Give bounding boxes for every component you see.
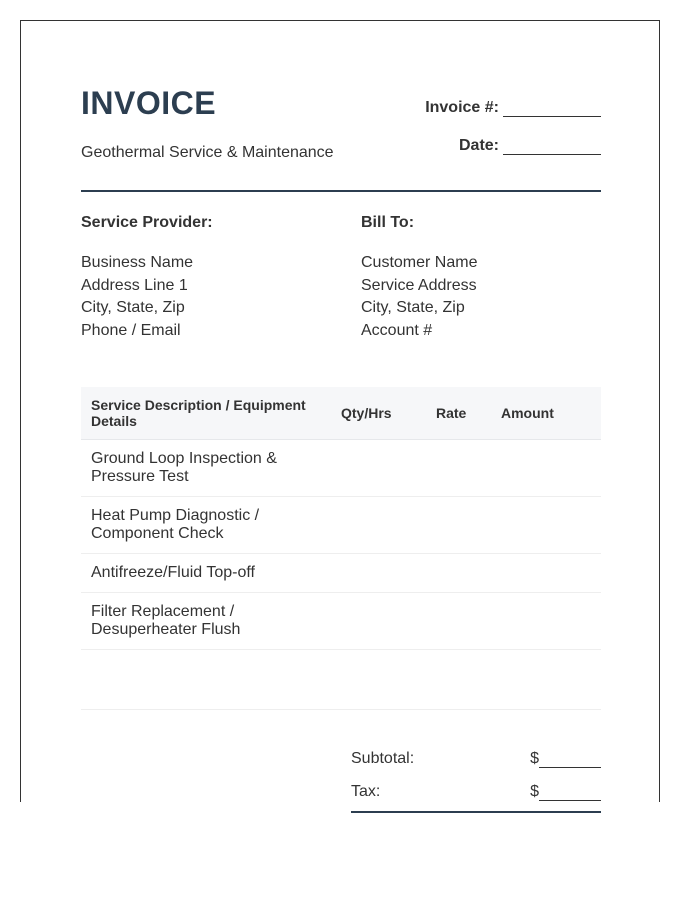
invoice-page — [20, 20, 660, 802]
tax-currency: $ — [530, 783, 539, 800]
billto-city-state-zip: City, State, Zip — [361, 299, 465, 316]
invoice-title: INVOICE — [81, 85, 217, 121]
tax-amount — [530, 783, 601, 801]
invoice-number-blank[interactable] — [503, 100, 601, 117]
column-header-amount: Amount — [501, 405, 554, 421]
billto-account-number: Account # — [361, 321, 433, 339]
table-empty-row — [81, 650, 601, 710]
provider-phone-email: Phone / Email — [81, 321, 181, 339]
provider-city-state-zip: City, State, Zip — [81, 299, 185, 316]
row-description: Ground Loop Inspection & Pressure Test — [91, 450, 277, 485]
invoice-date-label: Date: — [458, 137, 499, 154]
service-provider-heading: Service Provider: — [81, 214, 213, 231]
column-header-qty: Qty/Hrs — [341, 405, 392, 421]
invoice-number-field — [425, 99, 601, 117]
subtotal-amount — [530, 750, 601, 768]
provider-business-name: Business Name — [81, 254, 194, 271]
invoice-number-label: Invoice #: — [425, 99, 499, 116]
subtotal-blank[interactable] — [539, 751, 601, 768]
invoice-subtitle: Geothermal Service & Maintenance — [81, 144, 334, 161]
bill-to-heading: Bill To: — [361, 214, 415, 231]
tax-label: Tax: — [351, 783, 381, 800]
service-table — [81, 387, 601, 710]
row-description: Filter Replacement / Desuperheater Flush — [91, 603, 241, 638]
totals-block — [351, 735, 601, 813]
column-header-rate: Rate — [436, 405, 467, 421]
table-row — [81, 497, 601, 554]
bill-to-block — [361, 214, 611, 342]
row-description: Heat Pump Diagnostic / Component Check — [91, 507, 260, 542]
subtotal-currency: $ — [530, 750, 539, 767]
service-provider-block — [81, 214, 331, 342]
invoice-date-blank[interactable] — [503, 138, 601, 155]
invoice-date-field — [459, 137, 601, 155]
table-row — [81, 554, 601, 593]
header-divider — [81, 190, 601, 192]
billto-customer-name: Customer Name — [361, 254, 478, 271]
totals-divider — [351, 811, 601, 813]
tax-row — [351, 768, 601, 801]
table-header — [81, 387, 601, 440]
row-description: Antifreeze/Fluid Top-off — [91, 564, 255, 581]
tax-blank[interactable] — [539, 784, 601, 801]
subtotal-row — [351, 735, 601, 768]
subtotal-label: Subtotal: — [351, 750, 415, 767]
provider-address: Address Line 1 — [81, 276, 188, 294]
table-row — [81, 593, 601, 650]
billto-service-address: Service Address — [361, 276, 477, 294]
table-row — [81, 440, 601, 497]
column-header-description: Service Description / Equipment Details — [91, 397, 306, 429]
